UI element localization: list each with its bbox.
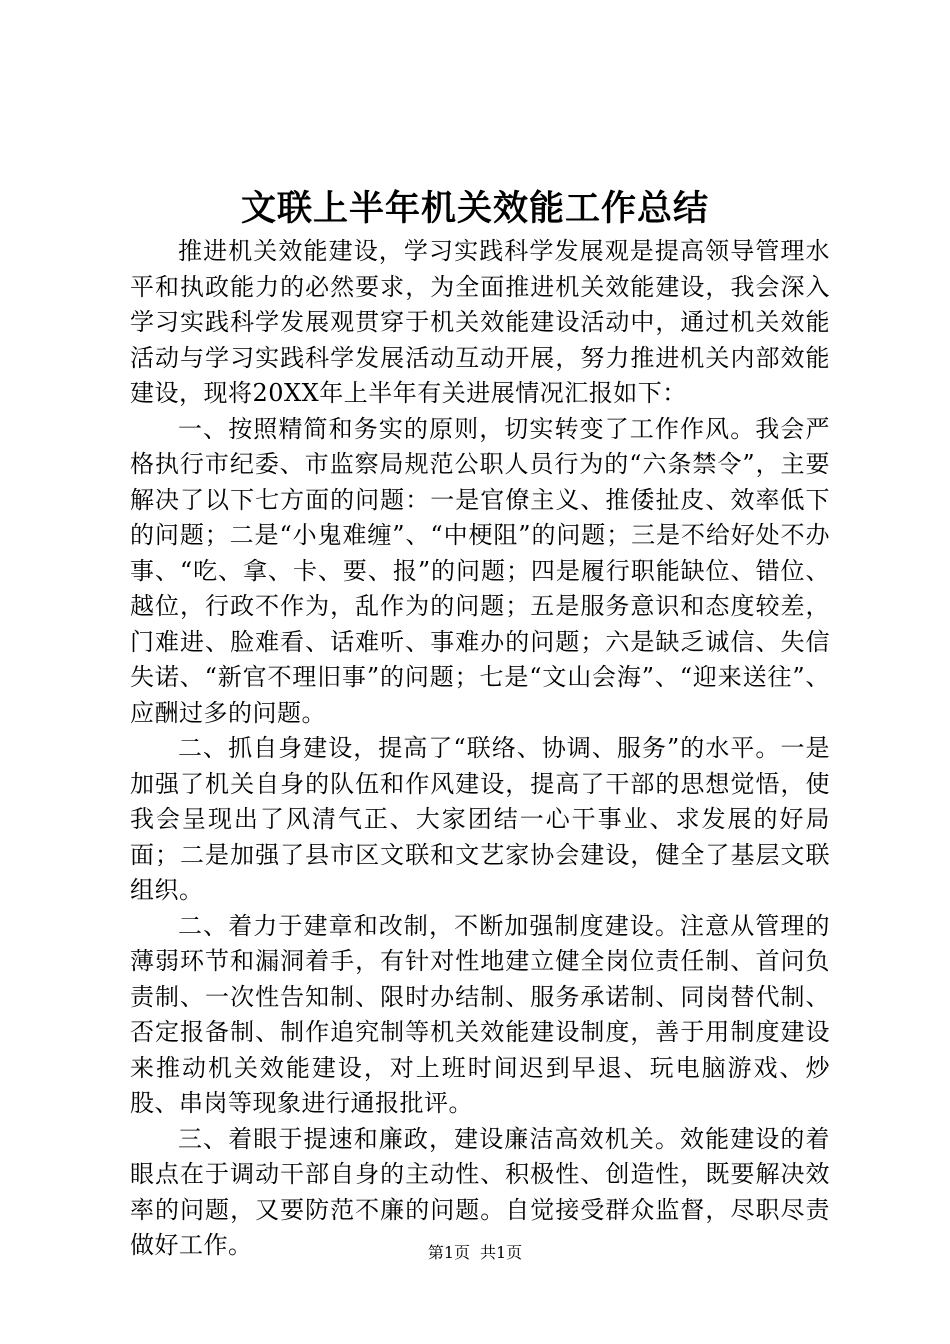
- document-body: [130, 234, 830, 1264]
- paragraph-section-2: 二、抓自身建设，提高了“联络、协调、服务”的水平。一是加强了机关自身的队伍和作风建设，提高了干部的思想觉悟，使我会呈现出了风清气正、大家团结一心干事业、求发展的好局面；二是加强了县市区文联和文艺家协会建设，健全了基层文联组织。: [130, 734, 830, 904]
- page-footer: [0, 1243, 950, 1263]
- paragraph-section-2b: 二、着力于建章和改制，不断加强制度建设。注意从管理的薄弱环节和漏洞着手，有针对性地建立健全岗位责任制、首问负责制、一次性告知制、限时办结制、服务承诺制、同岗替代制、否定报备制、制作追究制等机关效能建设制度，善于用制度建设来推动机关效能建设，对上班时间迟到早退、玩电脑游戏、炒股、串岗等现象进行通报批评。: [130, 911, 830, 1117]
- page-number-current: 第1页: [427, 1243, 470, 1262]
- paragraph-section-1: 一、按照精简和务实的原则，切实转变了工作作风。我会严格执行市纪委、市监察局规范公职人员行为的“六条禁令”，主要解决了以下七方面的问题：一是官僚主义、推倭扯皮、效率低下的问题；二是“小鬼难缠”、“中梗阻”的问题；三是不给好处不办事、“吃、拿、卡、要、报”的问题；四是履行职能缺位、错位、越位，行政不作为，乱作为的问题；五是服务意识和态度较差，门难进、脸难看、话难听、事难办的问题；六是缺乏诚信、失信失诺、“新官不理旧事”的问题；七是“文山会海”、“迎来送往”、应酬过多的问题。: [130, 414, 830, 727]
- document-title: 文联上半年机关效能工作总结: [240, 188, 709, 229]
- paragraph-section-3: 三、着眼于提速和廉政，建设廉洁高效机关。效能建设的着眼点在于调动干部自身的主动性、积极性、创造性，既要解决效率的问题，又要防范不廉的问题。自觉接受群众监督，尽职尽责做好工作。: [130, 1124, 830, 1259]
- page-number-total: 共1页: [480, 1243, 523, 1262]
- paragraph-intro: 推进机关效能建设，学习实践科学发展观是提高领导管理水平和执政能力的必然要求，为全面推进机关效能建设，我会深入学习实践科学发展观贯穿于机关效能建设活动中，通过机关效能活动与学习实践科学发展活动互动开展，努力推进机关内部效能建设，现将20XX年上半年有关进展情况汇报如下：: [130, 237, 830, 407]
